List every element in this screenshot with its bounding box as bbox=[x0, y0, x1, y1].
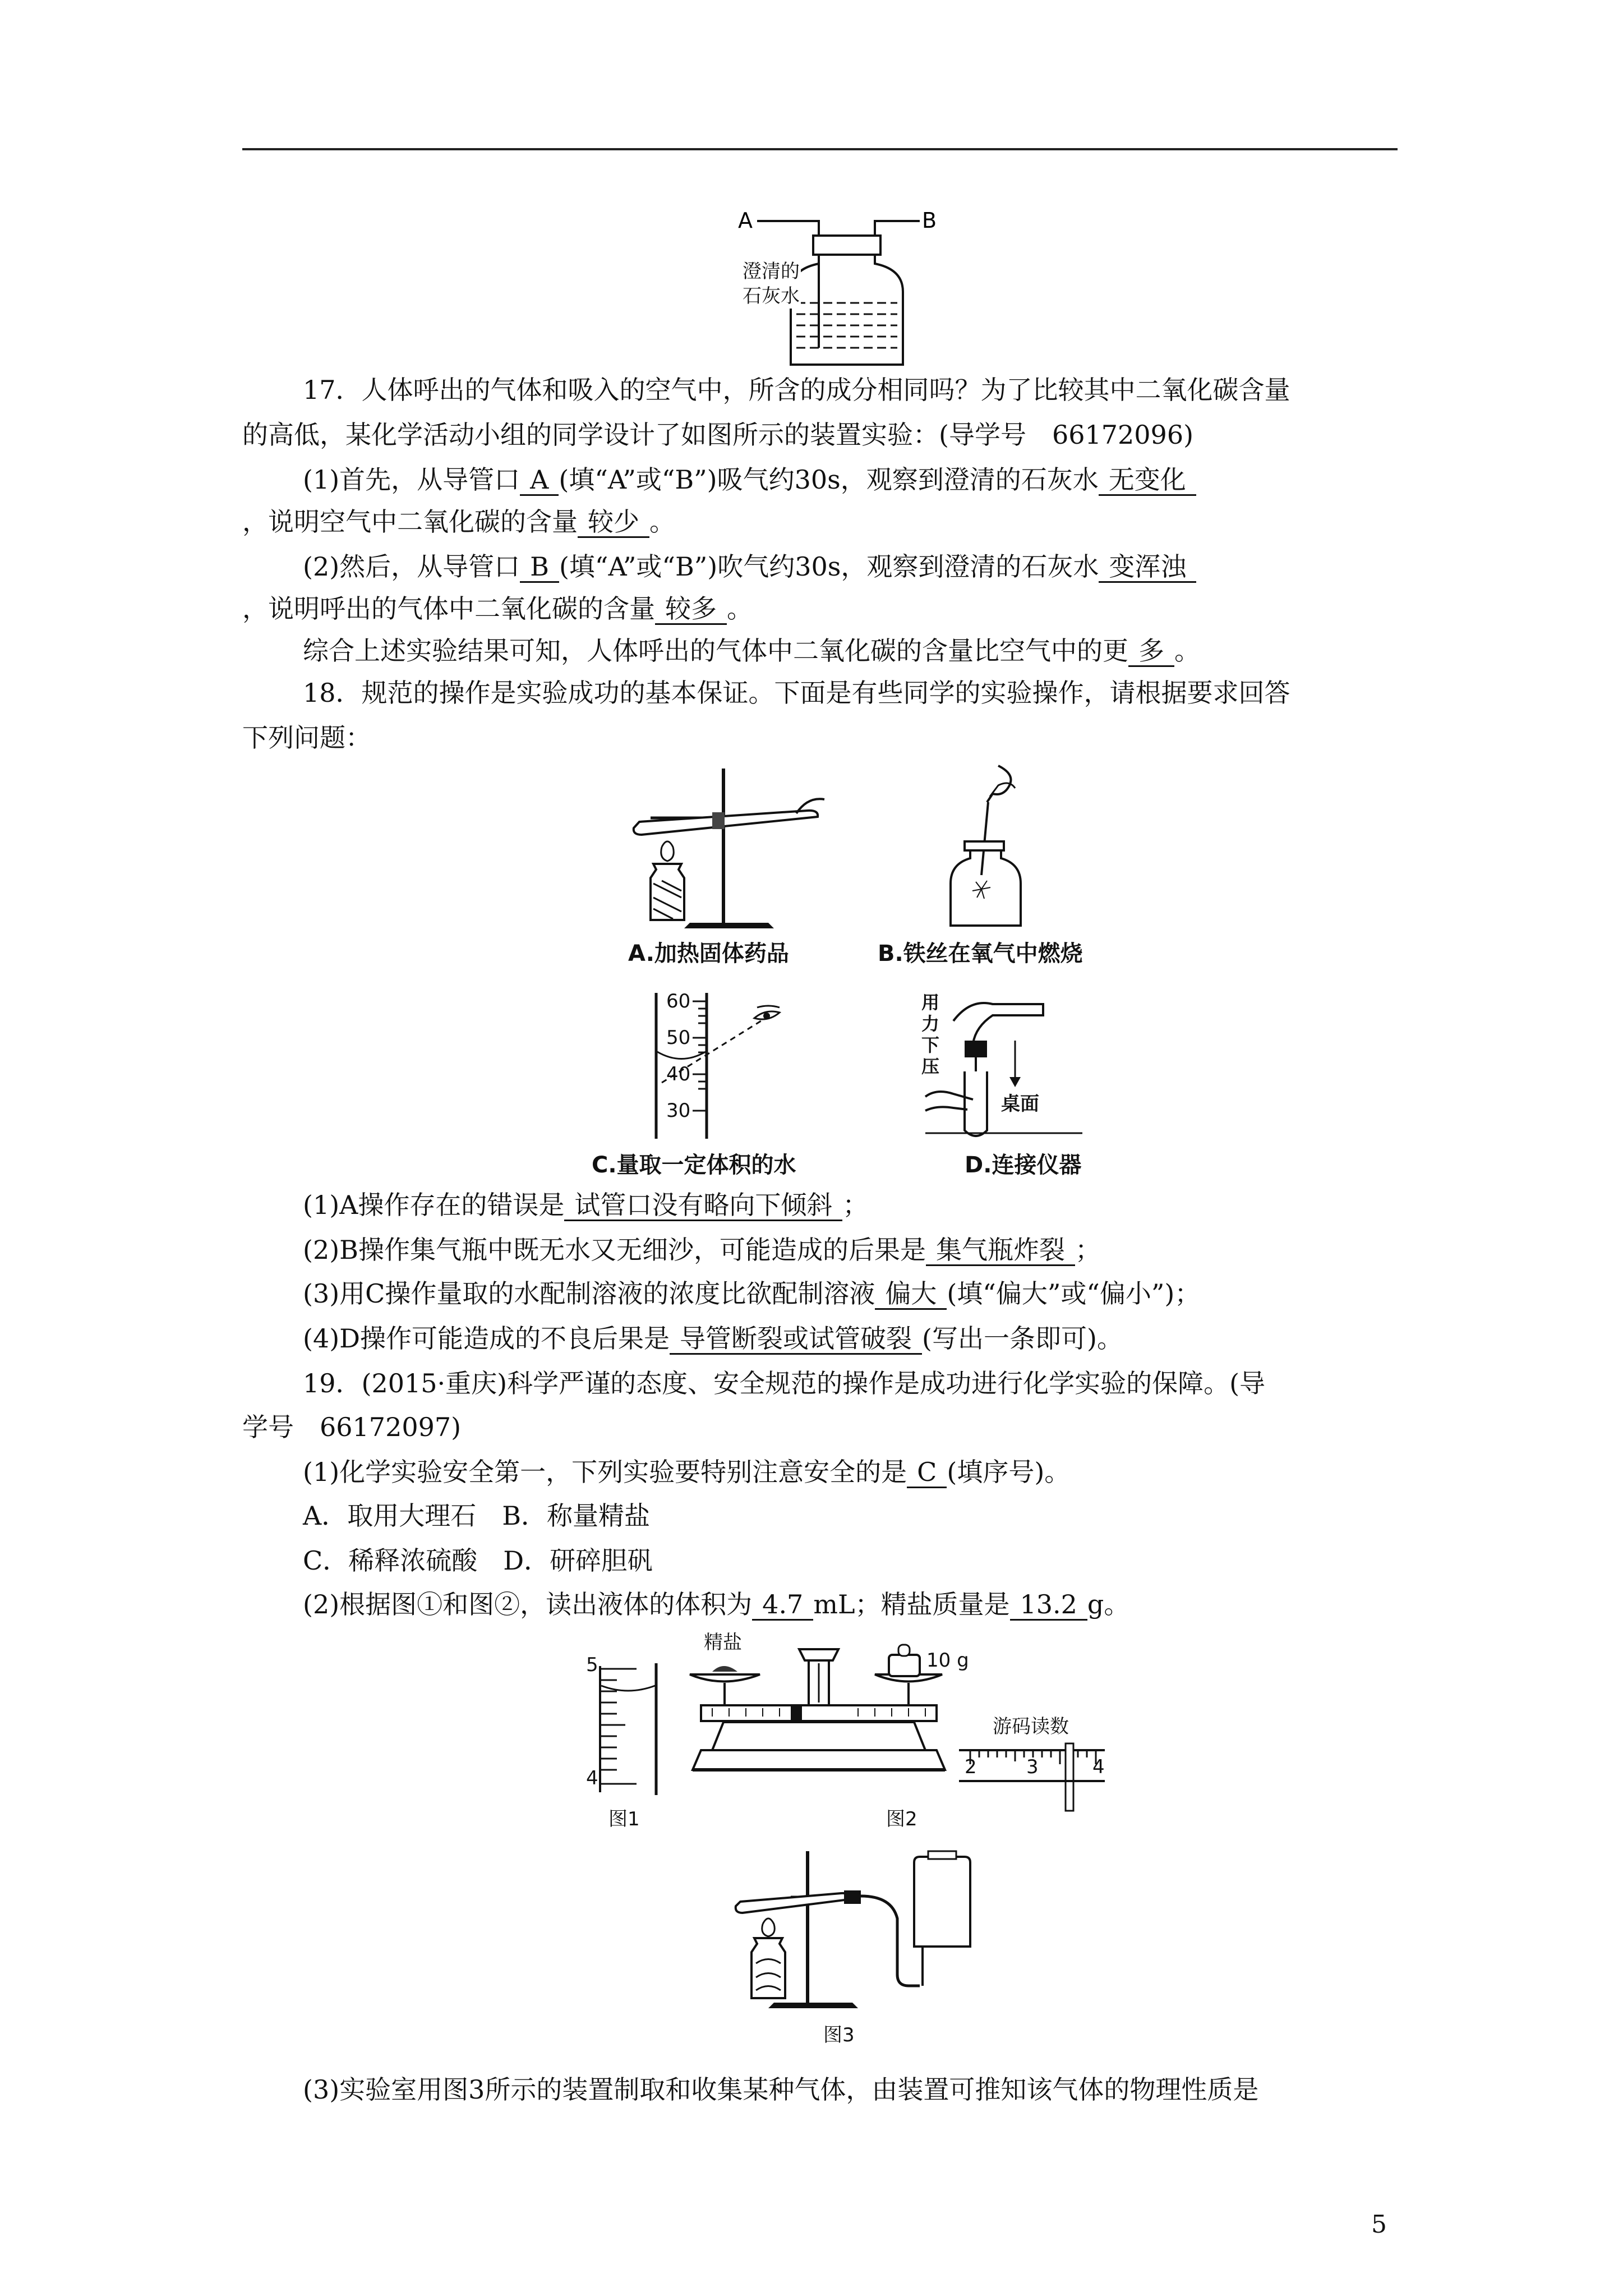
answer-blank: 较多 bbox=[655, 594, 727, 625]
press-label: 用 力 下 压 bbox=[921, 992, 940, 1077]
desk-label: 桌面 bbox=[1001, 1093, 1039, 1115]
cyl-tick-40: 40 bbox=[666, 1063, 691, 1085]
q17-part2-line1: (2)然后，从导管口 B (填“A”或“B”)吹气约30s，观察到澄清的石灰水 变浑浊 bbox=[303, 550, 1458, 583]
q19-stem-line1: 19．(2015·重庆)科学严谨的态度、安全规范的操作是成功进行化学实验的保障。(导 bbox=[303, 1368, 1266, 1398]
q17-part2-line2: ，说明呼出的气体中二氧化碳的含量 较多 。 bbox=[242, 593, 753, 624]
q18-answer-1: (1)A操作存在的错误是 试管口没有略向下倾斜 ； bbox=[303, 1190, 869, 1220]
answer-blank: 4.7 bbox=[752, 1590, 813, 1621]
answer-blank: 无变化 bbox=[1099, 465, 1196, 496]
rider-tick-3: 3 bbox=[1026, 1756, 1039, 1778]
answer-blank: C bbox=[907, 1457, 947, 1488]
q18-stem-line1: 18．规范的操作是实验成功的基本保证。下面是有些同学的实验操作，请根据要求回答 bbox=[303, 678, 1290, 708]
answer-blank: 多 bbox=[1128, 636, 1174, 667]
q17-part1-line1: (1)首先，从导管口 A (填“A”或“B”)吸气约30s，观察到澄清的石灰水 无变化 bbox=[303, 463, 1458, 496]
cyl-tick-50: 50 bbox=[666, 1027, 691, 1049]
figure-d-connect bbox=[920, 987, 1088, 1144]
figure-3-apparatus bbox=[729, 1840, 987, 2014]
header-rule bbox=[242, 148, 1398, 150]
answer-blank: 偏大 bbox=[875, 1279, 947, 1310]
fig3-caption: 图3 bbox=[823, 2024, 855, 2046]
tube-label-b: B bbox=[922, 208, 937, 233]
answer-blank: 试管口没有略向下倾斜 bbox=[564, 1190, 842, 1221]
cyl-tick-30: 30 bbox=[666, 1099, 691, 1122]
answer-blank: 集气瓶炸裂 bbox=[926, 1235, 1075, 1266]
answer-blank: A bbox=[520, 465, 559, 496]
q19-stem-line2: 学号 66172097) bbox=[242, 1412, 462, 1442]
answer-blank: 较少 bbox=[578, 507, 649, 538]
rider-tick-4: 4 bbox=[1092, 1756, 1105, 1778]
fig1-caption: 图1 bbox=[608, 1808, 640, 1830]
bottle-liquid-label bbox=[741, 259, 801, 309]
answer-blank: 13.2 bbox=[1010, 1590, 1087, 1621]
fig1-tick-5: 5 bbox=[586, 1654, 598, 1676]
rider-tick-2: 2 bbox=[965, 1756, 977, 1778]
caption-a: A.加热固体药品 bbox=[628, 941, 789, 967]
answer-blank: 变浑浊 bbox=[1099, 552, 1196, 583]
figure-c-cylinder bbox=[639, 987, 808, 1144]
q19-options-ab: A．取用大理石 B．称量精盐 bbox=[303, 1501, 651, 1531]
weight-label: 10 g bbox=[926, 1649, 969, 1672]
caption-d: D.连接仪器 bbox=[965, 1152, 1082, 1178]
figure-2-balance bbox=[679, 1632, 959, 1801]
answer-blank: 导管断裂或试管破裂 bbox=[670, 1324, 922, 1355]
q19-options-cd: C．稀释浓硫酸 D．研碎胆矾 bbox=[303, 1545, 653, 1576]
liquid-label-line1: 澄清的 bbox=[743, 260, 800, 283]
q19-part1: (1)化学实验安全第一，下列实验要特别注意安全的是 C (填序号)。 bbox=[303, 1457, 1071, 1487]
q19-part2: (2)根据图①和图②，读出液体的体积为 4.7 mL；精盐质量是 13.2 g。 bbox=[303, 1589, 1130, 1619]
tube-label-a: A bbox=[738, 208, 753, 233]
q18-stem-line2: 下列问题： bbox=[242, 723, 371, 753]
q17-stem-line1: 17．人体呼出的气体和吸入的空气中，所含的成分相同吗？为了比较其中二氧化碳含量 bbox=[303, 375, 1290, 405]
page-number: 5 bbox=[1371, 2210, 1387, 2239]
figure-b-iron-wire bbox=[931, 763, 1043, 931]
q18-answer-3: (3)用C操作量取的水配制溶液的浓度比欲配制溶液 偏大 (填“偏大”或“偏小”)； bbox=[303, 1278, 1201, 1309]
rider-label: 游码读数 bbox=[993, 1715, 1069, 1738]
q19-part3: (3)实验室用图3所示的装置制取和收集某种气体，由装置可推知该气体的物理性质是 bbox=[303, 2074, 1259, 2105]
caption-b: B.铁丝在氧气中燃烧 bbox=[878, 941, 1083, 967]
fig2-caption: 图2 bbox=[886, 1808, 917, 1830]
q18-answer-2: (2)B操作集气瓶中既无水又无细沙，可能造成的后果是 集气瓶炸裂 ； bbox=[303, 1235, 1101, 1265]
cyl-tick-60: 60 bbox=[666, 990, 691, 1013]
answer-blank: B bbox=[520, 552, 559, 583]
caption-c: C.量取一定体积的水 bbox=[592, 1152, 796, 1178]
q17-part1-line2: ，说明空气中二氧化碳的含量 较少 。 bbox=[242, 507, 675, 537]
liquid-label-line2: 石灰水 bbox=[743, 285, 800, 307]
q17-stem-line2: 的高低，某化学活动小组的同学设计了如图所示的装置实验：(导学号 66172096) bbox=[242, 420, 1194, 450]
salt-label: 精盐 bbox=[704, 1631, 742, 1654]
q18-answer-4: (4)D操作可能造成的不良后果是 导管断裂或试管破裂 (写出一条即可)。 bbox=[303, 1323, 1123, 1354]
fig1-tick-4: 4 bbox=[586, 1767, 598, 1789]
q17-conclusion: 综合上述实验结果可知，人体呼出的气体中二氧化碳的含量比空气中的更 多 。 bbox=[303, 636, 1200, 666]
figure-a-heating bbox=[628, 763, 830, 931]
